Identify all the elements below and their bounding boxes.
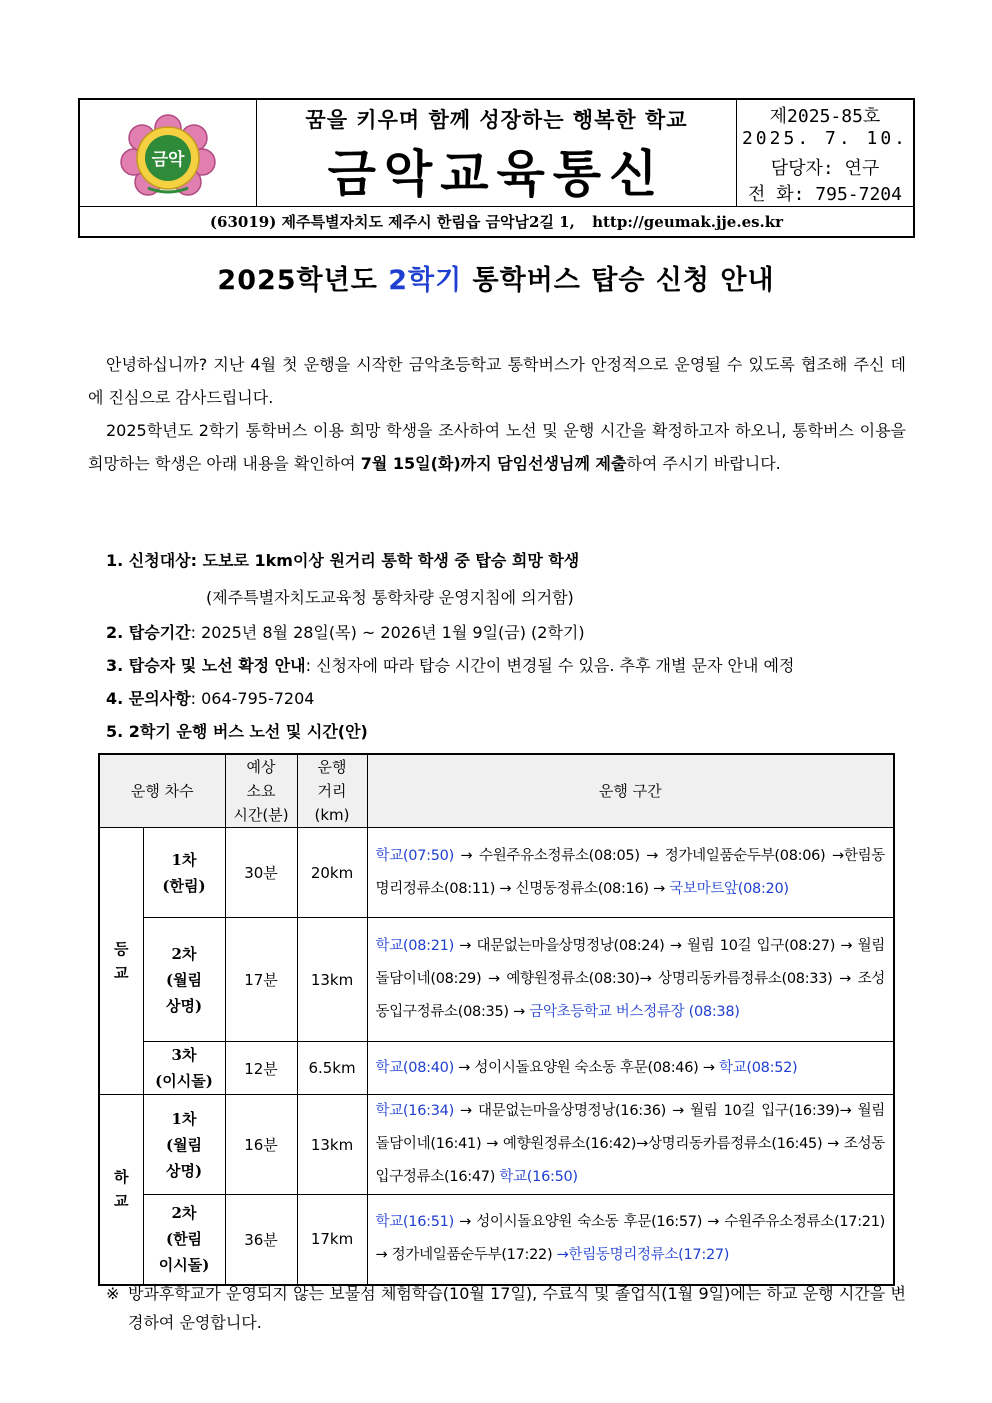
item-text: 도보로 1km이상 원거리 통학 학생 중 탑승 희망 학생: [197, 551, 580, 570]
list-item-confirm: [106, 653, 794, 676]
table-row: [99, 1042, 894, 1095]
newsletter-header: [78, 98, 915, 238]
run-time: 12분: [225, 1042, 297, 1095]
run-route: 학교(07:50) → 수원주유소정류소(08:05) → 정가네일품순두부(08:06) →한림동명리정류소(08:11) → 신명동정류소(08:16) → 국보마트앞(08:20): [367, 828, 894, 918]
table-row: [99, 918, 894, 1042]
intro-paragraph-2: [88, 414, 906, 480]
school-logo: [118, 114, 218, 196]
intro-p2-text: 2025학년도 2학기 통학버스 이용 희망 학생을 조사하여 노선 및 운행 시간을 확정하고자 하오니, 통학버스 이용을 희망하는 학생은 아래 내용을 확인하여: [88, 421, 906, 473]
run-label: 3차 (이시돌): [143, 1042, 225, 1095]
run-label: 1차 (한림): [143, 828, 225, 918]
note-mark: ※: [106, 1284, 120, 1303]
contact-person: 담당자: 연구: [770, 158, 880, 179]
document-title: [0, 258, 992, 297]
intro-deadline: 7월 15일(화)까지 담임선생님께 제출: [360, 454, 627, 473]
run-time: 17분: [225, 918, 297, 1042]
run-label: 2차 (한림 이시돌): [143, 1195, 225, 1285]
morning-label: 등 교: [99, 828, 143, 1095]
run-distance: 13km: [297, 1095, 367, 1195]
run-route: 학교(16:34) → 대문없는마을상명정낭(16:36) → 월림 10길 입구(16:39)→ 월림 돌담이네(16:41) → 예향원정류소(16:42)→상명리동카름정류소(16:45) → 조성동입구정류소(16:47) 학교(16:50): [367, 1095, 894, 1195]
item-label: 2. 탑승기간: [106, 623, 191, 642]
item-label: 4. 문의사항: [106, 689, 191, 708]
list-item-routes: [106, 719, 368, 742]
contact-phone: 전 화: 795-7204: [748, 184, 902, 205]
item-label: 3. 탑승자 및 노선 확정 안내: [106, 656, 306, 675]
school-website[interactable]: http://geumak.jje.es.kr: [592, 213, 784, 231]
footnote: [106, 1279, 906, 1337]
title-part-3: 통학버스 탑승 신청 안내: [462, 265, 775, 296]
item-text: : 신청자에 따라 탑승 시간이 변경될 수 있음. 추후 개별 문자 안내 예정: [305, 656, 795, 675]
item-label: 1. 신청대상:: [106, 551, 198, 570]
school-slogan: 꿈을 키우며 함께 성장하는 행복한 학교: [305, 107, 688, 132]
header-time: 예상 소요 시간(분): [225, 754, 297, 828]
header-route: 운행 구간: [367, 754, 894, 828]
intro-p2-end: 하여 주시기 바랍니다.: [626, 454, 781, 473]
logo-cell: [80, 100, 257, 206]
run-label: 2차 (월림 상명): [143, 918, 225, 1042]
header-run: 운행 차수: [99, 754, 225, 828]
logo-text: 금악: [151, 150, 185, 170]
table-row: [99, 1095, 894, 1195]
list-item-note: [206, 585, 574, 608]
table-row: [99, 828, 894, 918]
address-row: [80, 206, 913, 236]
run-distance: 6.5km: [297, 1042, 367, 1095]
list-item-target: [106, 548, 579, 571]
title-semester: 2학기: [388, 265, 463, 296]
item-label: 5. 2학기 운행 버스 노선 및 시간(안): [106, 722, 368, 741]
school-address: (63019) 제주특별자치도 제주시 한림읍 금악남2길 1,: [209, 213, 575, 231]
run-time: 30분: [225, 828, 297, 918]
table-header-row: [99, 754, 894, 828]
list-item-period: [106, 620, 585, 643]
intro-paragraph-1: 안녕하십니까? 지난 4월 첫 운행을 시작한 금악초등학교 통학버스가 안정적으로 운영될 수 있도록 협조해 주신 데에 진심으로 감사드립니다.: [88, 355, 906, 407]
item-text: (제주특별자치도교육청 통학차량 운영지침에 의거함): [206, 588, 574, 607]
list-item-inquiry: [106, 686, 314, 709]
run-time: 16분: [225, 1095, 297, 1195]
run-route: 학교(08:40) → 성이시돌요양원 숙소동 후문(08:46) → 학교(08:52): [367, 1042, 894, 1095]
run-label: 1차 (월림 상명): [143, 1095, 225, 1195]
run-distance: 17km: [297, 1195, 367, 1285]
issue-info-cell: [737, 100, 913, 206]
afternoon-label: 하 교: [99, 1095, 143, 1285]
title-part-1: 2025학년도: [217, 265, 389, 296]
run-route: 학교(16:51) → 성이시돌요양원 숙소동 후문(16:57) → 수원주유소정류소(17:21) → 정가네일품순두부(17:22) →한림동명리정류소(17:27): [367, 1195, 894, 1285]
item-text: : 064-795-7204: [190, 689, 315, 708]
run-route: 학교(08:21) → 대문없는마을상명정낭(08:24) → 월림 10길 입구(08:27) → 월림 돌담이네(08:29) → 예향원정류소(08:30)→ 상명리동카름정류소(08:33) → 조성동입구정류소(08:35) → 금악초등학교 버스정류장 (08:38): [367, 918, 894, 1042]
run-distance: 20km: [297, 828, 367, 918]
issue-date: 2025. 7. 10.: [741, 128, 909, 149]
title-cell: [257, 100, 737, 206]
issue-number: 제2025-85호: [769, 106, 881, 127]
header-distance: 운행 거리 (km): [297, 754, 367, 828]
item-text: : 2025년 8월 28일(목) ~ 2026년 1월 9일(금) (2학기): [190, 623, 585, 642]
bus-route-table: [98, 753, 895, 1286]
note-text: 방과후학교가 운영되지 않는 보물섬 체험학습(10월 17일), 수료식 및 졸업식(1월 9일)에는 하교 운행 시간을 변경하여 운영합니다.: [128, 1284, 906, 1332]
newsletter-title: 금악교육통신: [327, 145, 666, 203]
run-time: 36분: [225, 1195, 297, 1285]
run-distance: 13km: [297, 918, 367, 1042]
table-row: [99, 1195, 894, 1285]
